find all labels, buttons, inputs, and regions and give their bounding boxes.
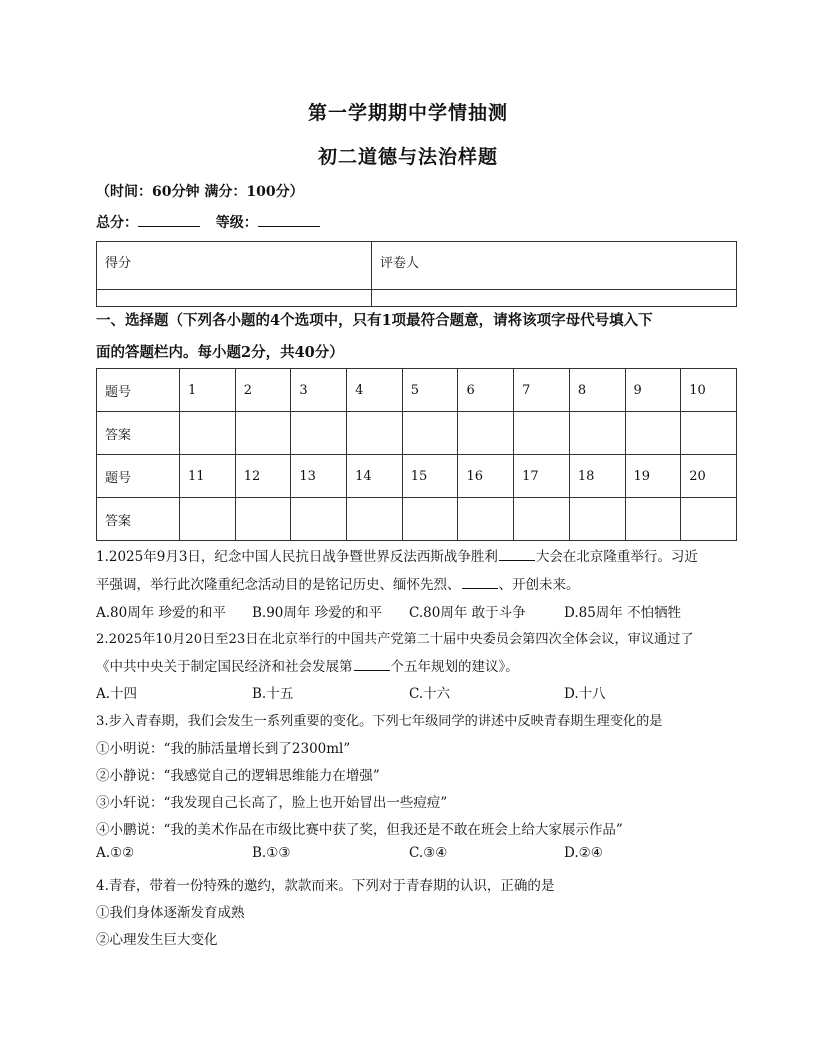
answer-label: 答案 [97,498,180,541]
question-number: 4 [347,369,403,412]
q2-text-b: 个五年规划的建议》。 [390,659,519,675]
q2-option-b[interactable]: B.十五 [252,686,294,702]
answer-cell[interactable] [458,412,514,455]
q4-item-2: ②心理发生巨大变化 [96,932,218,948]
exam-title: 第一学期期中学情抽测 [307,102,508,124]
answer-cell[interactable] [625,412,681,455]
total-grade-line [96,212,320,232]
question-number-label: 题号 [97,455,180,498]
q2-option-d[interactable]: D.十八 [564,686,606,702]
q2-blank [354,658,390,671]
answer-cell[interactable] [569,498,625,541]
q2-stem-line1: 2.2025年10月20日至23日在北京举行的中国共产党第二十届中央委员会第四次全体会议，审议通过了 [96,632,694,647]
q1-text-b: 大会在北京隆重举行。习近 [535,549,698,565]
q4-item-1: ①我们身体逐渐发育成熟 [96,905,245,921]
q1-stem-line2 [96,573,580,593]
answer-grid-row-answers-2 [97,498,737,541]
time-info: （时间：60分钟 满分：100分） [96,184,304,200]
question-number: 5 [402,369,458,412]
question-number: 14 [347,455,403,498]
score-table [96,241,737,307]
q1-blank-2 [462,576,498,589]
answer-grid-row-answers-1 [97,412,737,455]
q1-option-d[interactable]: D.85周年 不怕牺牲 [564,605,682,621]
q1-text-d: 、开创未来。 [498,577,580,593]
question-number: 2 [235,369,291,412]
section1-heading-line1: 一、选择题（下列各小题的4个选项中，只有1项最符合题意，请将该项字母代号填入下 [96,312,653,329]
grader-cell[interactable] [372,290,737,307]
question-number: 3 [291,369,347,412]
answer-cell[interactable] [291,412,347,455]
q3-stem: 3.步入青春期，我们会发生一系列重要的变化。下列七年级同学的讲述中反映青春期生理变化的是 [96,714,663,729]
q3-option-b[interactable]: B.①③ [252,845,291,861]
total-label: 总分： [96,215,138,231]
question-number: 11 [180,455,236,498]
question-number: 16 [458,455,514,498]
q1-stem-line1 [96,545,698,565]
question-number: 20 [681,455,737,498]
answer-cell[interactable] [402,498,458,541]
q2-stem-line2 [96,655,519,675]
q3-item-4: ④小鹏说：“我的美术作品在市级比赛中获了奖，但我还是不敢在班会上给大家展示作品” [96,822,623,838]
q1-blank-1 [499,548,535,561]
total-blank[interactable] [138,212,200,227]
q1-option-c[interactable]: C.80周年 敢于斗争 [409,605,526,621]
answer-cell[interactable] [235,412,291,455]
question-number: 9 [625,369,681,412]
q1-text-c: 平强调，举行此次隆重纪念活动目的是铭记历史、缅怀先烈、 [96,577,461,593]
grade-label: 等级： [215,215,258,231]
q1-option-b[interactable]: B.90周年 珍爱的和平 [252,605,383,621]
answer-cell[interactable] [514,412,570,455]
question-number: 13 [291,455,347,498]
score-cell[interactable] [97,290,372,307]
q3-option-a[interactable]: A.①② [96,845,135,861]
grader-label: 评卷人 [372,242,737,290]
answer-grid [96,368,737,541]
exam-subtitle: 初二道德与法治样题 [317,146,498,168]
question-number: 18 [569,455,625,498]
answer-cell[interactable] [569,412,625,455]
answer-cell[interactable] [681,498,737,541]
answer-cell[interactable] [347,412,403,455]
q1-text-a: 1.2025年9月3日，纪念中国人民抗日战争暨世界反法西斯战争胜利 [96,549,498,565]
q2-option-c[interactable]: C.十六 [409,686,451,702]
question-number-label: 题号 [97,369,180,412]
answer-cell[interactable] [347,498,403,541]
q3-item-3: ③小轩说：“我发现自己长高了，脸上也开始冒出一些痘痘” [96,795,448,811]
question-number: 12 [235,455,291,498]
answer-cell[interactable] [235,498,291,541]
answer-cell[interactable] [291,498,347,541]
question-number: 6 [458,369,514,412]
q2-option-a[interactable]: A.十四 [96,686,138,702]
score-label: 得分 [97,242,372,290]
q4-stem: 4.青春，带着一份特殊的邀约，款款而来。下列对于青春期的认识，正确的是 [96,878,555,894]
question-number: 10 [681,369,737,412]
question-number: 1 [180,369,236,412]
q3-option-d[interactable]: D.②④ [564,845,603,861]
grade-blank[interactable] [258,212,320,227]
question-number: 17 [514,455,570,498]
q3-option-c[interactable]: C.③④ [409,845,448,861]
answer-cell[interactable] [514,498,570,541]
q3-item-1: ①小明说：“我的肺活量增长到了2300ml” [96,741,351,757]
answer-grid-row-numbers-2 [97,455,737,498]
answer-cell[interactable] [681,412,737,455]
answer-cell[interactable] [458,498,514,541]
question-number: 8 [569,369,625,412]
section1-heading-line2: 面的答题栏内。每小题2分，共40分） [96,344,344,361]
answer-cell[interactable] [402,412,458,455]
answer-label: 答案 [97,412,180,455]
q3-item-2: ②小静说：“我感觉自己的逻辑思维能力在增强” [96,768,380,784]
question-number: 19 [625,455,681,498]
answer-grid-row-numbers-1 [97,369,737,412]
answer-cell[interactable] [180,498,236,541]
question-number: 7 [514,369,570,412]
question-number: 15 [402,455,458,498]
q1-option-a[interactable]: A.80周年 珍爱的和平 [96,605,227,621]
answer-cell[interactable] [180,412,236,455]
q2-text-a: 《中共中央关于制定国民经济和社会发展第 [96,659,353,675]
answer-cell[interactable] [625,498,681,541]
